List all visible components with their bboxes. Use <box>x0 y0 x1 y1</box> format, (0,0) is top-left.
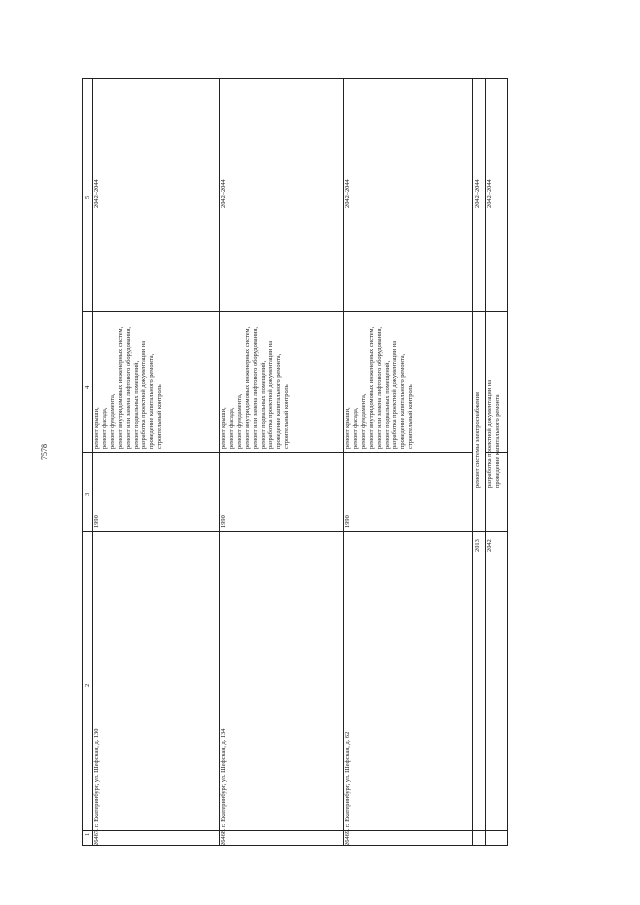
row-works: ремонт крыши, ремонт фасада, ремонт фундамента, ремонт внутридомовых инженерных систем, ремонт или замена лифтового оборудования, ремонт подвальных помещений, разработка проектной документации на проведение капитального ремонта, строительный контроль <box>220 326 291 449</box>
header-col-5: 5 <box>84 195 91 199</box>
row-period: 2042–2044 <box>93 179 100 208</box>
header-col-4: 4 <box>84 385 91 389</box>
row-number: 26468. <box>220 828 227 846</box>
row-year: 1990 <box>93 515 100 528</box>
subrow-year: 2042 <box>486 539 493 552</box>
header-col-2: 2 <box>84 683 91 687</box>
column-separator <box>83 830 507 831</box>
header-col-1: 1 <box>84 832 91 836</box>
column-separator <box>83 311 507 312</box>
row-address: г. Екатеринбург, ул. Шефская, д. 62 <box>344 731 351 827</box>
row-year: 1990 <box>344 515 351 528</box>
subrow-works: разработка проектной документации на проведение капитального ремонта <box>486 379 501 488</box>
row-works: ремонт крыши, ремонт фасада, ремонт фундамента, ремонт внутридомовых инженерных систем, ремонт или замена лифтового оборудования, ремонт подвальных помещений, разработка проектной документации на проведение капитального ремонта, строительный контроль <box>93 326 164 449</box>
row-year: 1990 <box>220 515 227 528</box>
header-col-3: 3 <box>84 492 91 496</box>
subrow-separator <box>472 79 473 845</box>
page-number: 7578 <box>40 444 49 460</box>
row-number: 26467. <box>93 828 100 846</box>
row-period: 2042–2044 <box>220 179 227 208</box>
subrow-works: ремонт системы электроснабжения <box>474 392 481 488</box>
subrow-period: 2042–2044 <box>486 179 493 208</box>
row-period: 2042–2044 <box>344 179 351 208</box>
subrow-period: 2042–2044 <box>474 179 481 208</box>
subrow-year: 2013 <box>474 539 481 552</box>
column-separator <box>83 531 507 532</box>
column-separator <box>83 452 472 453</box>
data-table <box>82 78 508 846</box>
row-address: г. Екатеринбург, ул. Шефская, д. 130 <box>93 728 100 827</box>
row-number: 26469. <box>344 828 351 846</box>
row-address: г. Екатеринбург, ул. Шефская, д. 134 <box>220 728 227 827</box>
row-works: ремонт крыши, ремонт фасада, ремонт фундамента, ремонт внутридомовых инженерных систем, ремонт или замена лифтового оборудования, ремонт подвальных помещений, разработка проектной документации на проведение капитального ремонта, строительный контроль <box>344 326 415 449</box>
